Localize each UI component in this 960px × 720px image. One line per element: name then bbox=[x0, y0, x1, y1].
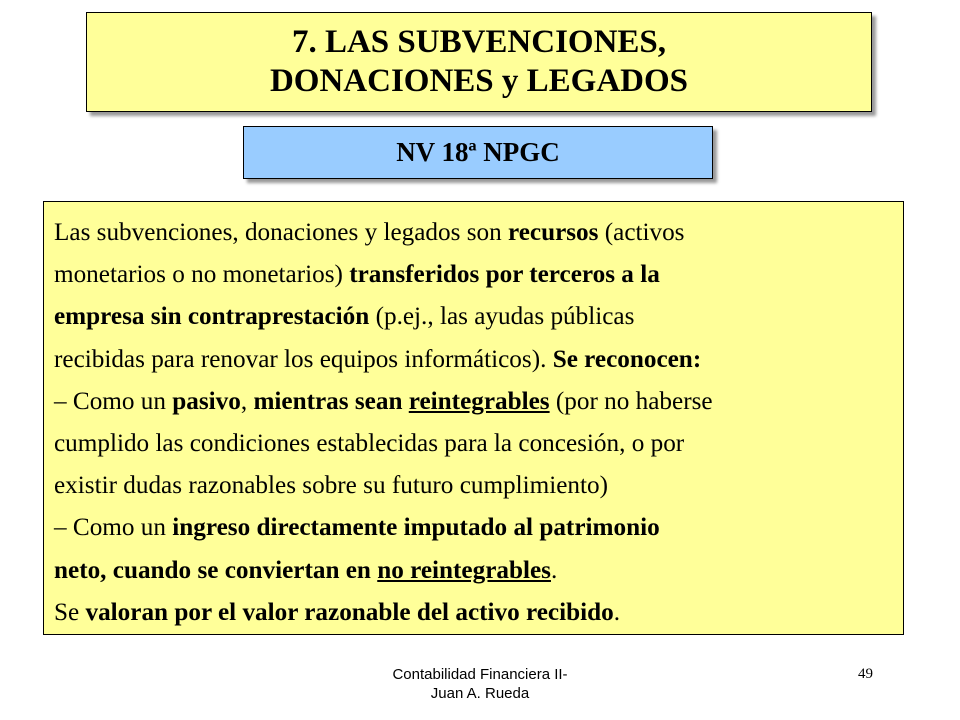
text-span: Se bbox=[54, 598, 86, 626]
text-span: . bbox=[550, 556, 558, 584]
text-span: existir dudas razonables sobre su futuro cumplimiento) bbox=[54, 472, 608, 500]
body-line-3 bbox=[54, 296, 893, 338]
page-number: 49 bbox=[858, 666, 873, 682]
body-line-6 bbox=[54, 423, 893, 465]
footer bbox=[300, 665, 660, 703]
title-line-1: 7. LAS SUBVENCIONES, bbox=[291, 24, 667, 60]
bold-span: empresa sin contraprestación bbox=[54, 303, 370, 331]
text-span: Las subvenciones, donaciones y legados son bbox=[54, 219, 508, 246]
content-box bbox=[43, 201, 904, 635]
text-span: , bbox=[240, 387, 254, 415]
body-line-8 bbox=[54, 507, 893, 549]
bold-span: neto, cuando se conviertan en bbox=[54, 556, 378, 584]
body-line-9 bbox=[54, 550, 893, 592]
underlined-bold-span: no reintegrables bbox=[377, 556, 551, 584]
bold-span: Se reconocen: bbox=[552, 345, 702, 373]
bold-span: pasivo bbox=[172, 387, 241, 415]
footer-line-2: Juan A. Rueda bbox=[430, 685, 530, 702]
body-line-1 bbox=[54, 212, 893, 254]
text-span: cumplido las condiciones establecidas para la concesión, o por bbox=[54, 430, 685, 458]
text-span: – Como un bbox=[54, 387, 173, 415]
text-span: . bbox=[613, 598, 620, 626]
text-span: monetarios o no monetarios) bbox=[54, 261, 350, 289]
body-line-10 bbox=[54, 592, 893, 634]
subtitle-box bbox=[243, 126, 713, 179]
subtitle-text: NV 18ª NPGC bbox=[396, 137, 560, 167]
text-span: (por no haberse bbox=[549, 387, 713, 415]
text-span: recibidas para renovar los equipos informáticos). bbox=[54, 345, 553, 373]
title-line-2: DONACIONES y LEGADOS bbox=[269, 63, 689, 99]
text-span: – Como un bbox=[54, 514, 173, 542]
text-span: (activos bbox=[598, 219, 685, 246]
bold-span: recursos bbox=[507, 219, 599, 246]
bold-span: ingreso directamente imputado al patrimonio bbox=[172, 514, 660, 542]
footer-line-1: Contabilidad Financiera II- bbox=[392, 666, 568, 683]
underlined-bold-span: reintegrables bbox=[408, 387, 550, 415]
text-span: (p.ej., las ayudas públicas bbox=[369, 303, 635, 331]
body-line-5 bbox=[54, 381, 893, 423]
body-line-2 bbox=[54, 254, 893, 296]
bold-span: transferidos por terceros a la bbox=[349, 261, 660, 289]
bold-span: valoran por el valor razonable del activo recibido bbox=[85, 598, 614, 626]
title-box bbox=[86, 12, 872, 112]
body-line-7 bbox=[54, 465, 893, 507]
body-line-4 bbox=[54, 339, 893, 381]
bold-span: mientras sean bbox=[253, 387, 409, 415]
